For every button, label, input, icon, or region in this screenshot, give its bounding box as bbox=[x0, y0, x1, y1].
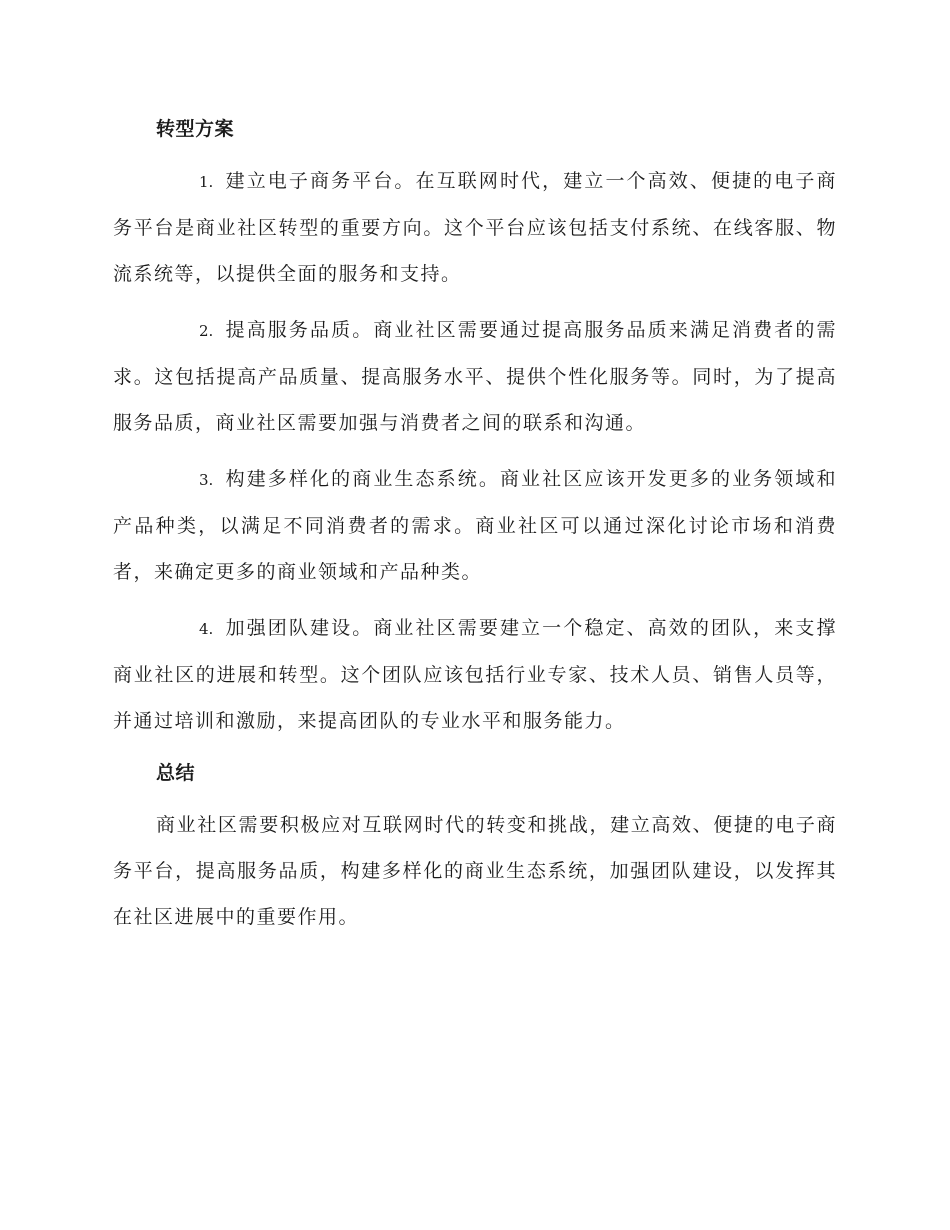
list-item-number: 1. bbox=[199, 173, 214, 191]
summary-paragraph: 商业社区需要积极应对互联网时代的转变和挑战，建立高效、便捷的电子商务平台，提高服务品质，构建多样化的商业生态系统，加强团队建设，以发挥其在社区进展中的重要作用。 bbox=[113, 814, 837, 928]
list-item-number: 4. bbox=[199, 620, 214, 638]
list-item-text: 加强团队建设。商业社区需要建立一个稳定、高效的团队，来支撑商业社区的进展和转型。这个团队应该包括行业专家、技术人员、销售人员等，并通过培训和激励，来提高团队的专业水平和服务能力。 bbox=[113, 617, 837, 732]
list-item bbox=[113, 605, 837, 744]
list-item bbox=[113, 456, 837, 595]
list-item-text: 建立电子商务平台。在互联网时代，建立一个高效、便捷的电子商务平台是商业社区转型的重要方向。这个平台应该包括支付系统、在线客服、物流系统等，以提供全面的服务和支持。 bbox=[113, 170, 837, 285]
list-item bbox=[113, 158, 837, 297]
list-item-number: 2. bbox=[199, 322, 214, 340]
section-heading-summary: 总结 bbox=[156, 762, 196, 784]
list-item bbox=[113, 307, 837, 446]
list-item-number: 3. bbox=[199, 471, 214, 489]
list-item-text: 构建多样化的商业生态系统。商业社区应该开发更多的业务领域和产品种类，以满足不同消费者的需求。商业社区可以通过深化讨论市场和消费者，来确定更多的商业领域和产品种类。 bbox=[113, 468, 837, 583]
list-item-text: 提高服务品质。商业社区需要通过提高服务品质来满足消费者的需求。这包括提高产品质量、提高服务水平、提供个性化服务等。同时，为了提高服务品质，商业社区需要加强与消费者之间的联系和沟通。 bbox=[113, 319, 837, 434]
document-content bbox=[113, 110, 837, 940]
section-heading-plan: 转型方案 bbox=[156, 118, 235, 140]
